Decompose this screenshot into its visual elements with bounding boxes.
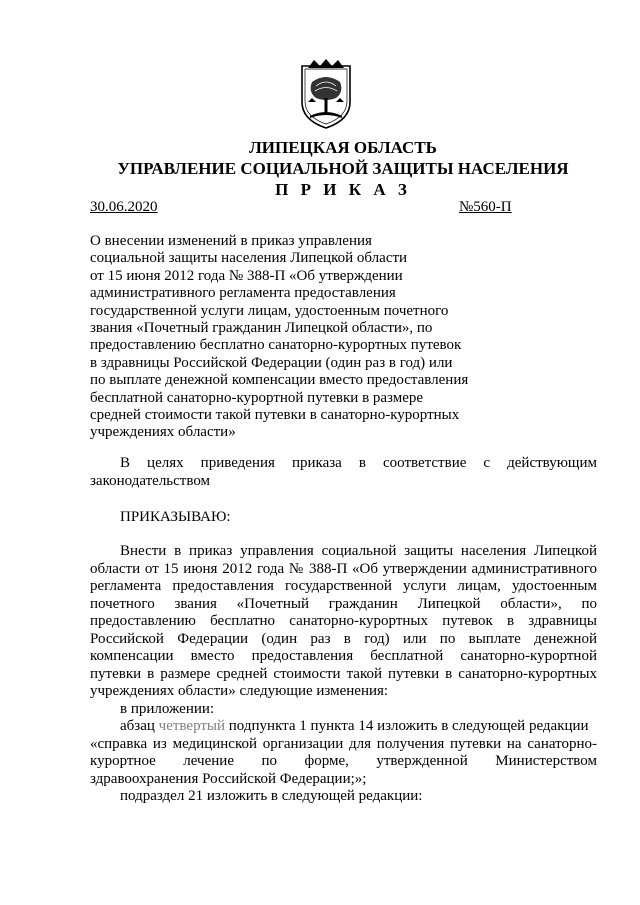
intro-paragraph — [90, 455, 597, 490]
appendix-label: в приложении: — [120, 700, 215, 717]
subject-line: средней стоимости такой путевки в санаторно-курортных — [90, 407, 460, 424]
coat-of-arms-emblem — [298, 58, 354, 130]
subject-line: бесплатной санаторно-курортной путевки в размере — [90, 389, 424, 406]
subject-line: звания «Почетный гражданин Липецкой области», по — [90, 320, 433, 337]
doc-type-title: П Р И К А З — [275, 180, 411, 199]
item1-heading — [90, 718, 597, 736]
body-line: Внести в приказ управления социальной защиты населения Липецкой — [120, 543, 597, 559]
order-date: 30.06.2020 — [90, 199, 158, 215]
region-title: ЛИПЕЦКАЯ ОБЛАСТЬ — [249, 138, 437, 157]
item1-line: «справка из медицинской организации для получения путевки на санаторно- — [90, 735, 597, 752]
subject-line: в здравницы Российской Федерации (один раз в год) или — [90, 354, 453, 371]
subject-line: административного регламента предоставления — [90, 285, 396, 302]
body-line: предоставлению бесплатно санаторно-курортных путевок в здравницы — [90, 613, 597, 629]
item1-line: здравоохранения Российской Федерации;»; — [90, 770, 367, 787]
subject-line: социальной защиты населения Липецкой области — [90, 250, 408, 267]
intro-line: В целях приведения приказа в соответствие с действующим — [120, 455, 597, 471]
item2-line: подраздел 21 изложить в следующей редакции: — [120, 788, 423, 804]
intro-line: законодательством — [90, 472, 211, 489]
subject-line: учреждениях области» — [90, 424, 236, 441]
body-line: почетного звания «Почетный гражданин Липецкой области», по — [90, 595, 597, 612]
body-paragraph — [90, 543, 597, 806]
order-word: ПРИКАЗЫВАЮ: — [120, 509, 231, 525]
item1-rest: подпункта 1 пункта 14 изложить в следующей редакции — [225, 718, 589, 734]
item1-prefix: абзац — [120, 718, 159, 734]
subject-line: по выплате денежной компенсации вместо предоставления — [90, 372, 469, 389]
body-line: Российской Федерации (один раз в год) или по выплате денежной — [90, 630, 597, 647]
subject-line: от 15 июня 2012 года № 388-П «Об утверждении — [90, 267, 403, 284]
order-number: №560-П — [459, 199, 512, 215]
body-line: учреждениях области» следующие изменения: — [90, 683, 389, 699]
body-line: области от 15 июня 2012 года № 388-П «Об утверждении административного — [90, 560, 597, 577]
body-line: путевки в размере средней стоимости такой путевки в санаторно-курортных — [90, 665, 597, 682]
subject-line: О внесении изменений в приказ управления — [90, 233, 372, 249]
body-line: компенсации вместо предоставления бесплатной санаторно-курортной — [90, 648, 597, 664]
item1-struck-word: четвертый — [158, 718, 226, 734]
department-title: УПРАВЛЕНИЕ СОЦИАЛЬНОЙ ЗАЩИТЫ НАСЕЛЕНИЯ — [117, 159, 569, 178]
order-subject — [90, 233, 490, 442]
subject-line: предоставлению бесплатно санаторно-курортных путевок — [90, 337, 462, 354]
item1-line: курортное лечение по форме, утвержденной Министерством — [90, 753, 597, 769]
subject-line: государственной услуги лицам, удостоенным почетного — [90, 302, 449, 319]
body-line: регламента предоставления государственной услуги лицам, удостоенным — [90, 578, 597, 594]
